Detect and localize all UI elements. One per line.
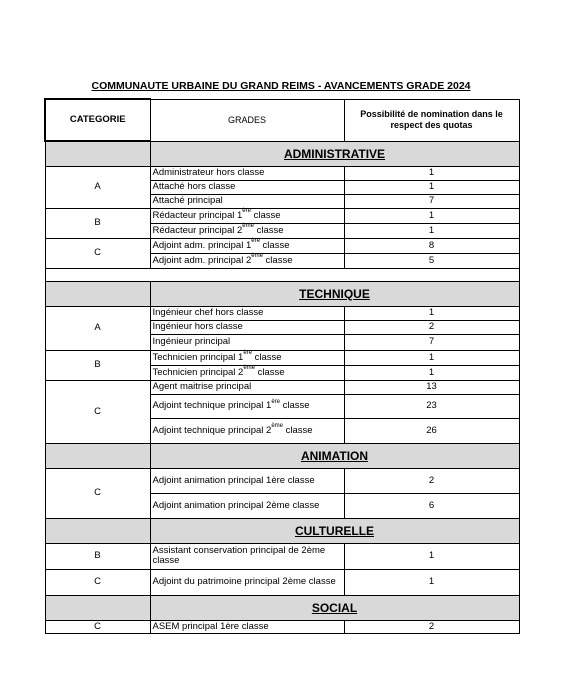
quota-cell: 2 [344, 320, 519, 334]
section-header-administrative [45, 141, 519, 166]
table-row [45, 620, 519, 633]
quota-cell: 7 [344, 334, 519, 350]
grade-cell: Adjoint adm. principal 2ème classe [150, 253, 344, 268]
quota-cell: 26 [344, 418, 519, 443]
quota-cell: 2 [344, 468, 519, 493]
grade-cell: Rédacteur principal 1ère classe [150, 208, 344, 223]
quota-cell: 1 [344, 365, 519, 380]
header-row [45, 99, 519, 141]
category-cell: A [45, 306, 150, 350]
category-cell: B [45, 208, 150, 238]
section-header-culturelle [45, 518, 519, 543]
quota-cell: 5 [344, 253, 519, 268]
grade-cell: Adjoint animation principal 1ère classe [150, 468, 344, 493]
grade-cell: Agent maitrise principal [150, 380, 344, 394]
category-cell: C [45, 380, 150, 443]
quota-cell: 7 [344, 194, 519, 208]
section-title: ANIMATION [150, 443, 519, 468]
document-title: COMMUNAUTE URBAINE DU GRAND REIMS - AVANCEMENTS GRADE 2024 [91, 80, 471, 92]
spacer-row [45, 268, 519, 281]
table-row [45, 208, 519, 223]
quota-cell: 1 [344, 208, 519, 223]
section-header-social [45, 595, 519, 620]
quota-cell: 1 [344, 180, 519, 194]
header-categorie: CATEGORIE [45, 99, 150, 141]
section-header-animation [45, 443, 519, 468]
quota-cell: 1 [344, 543, 519, 569]
grade-cell: ASEM principal 1ère classe [150, 620, 344, 633]
grade-cell: Adjoint adm. principal 1ère classe [150, 238, 344, 253]
section-title: ADMINISTRATIVE [150, 141, 519, 166]
quota-cell: 1 [344, 306, 519, 320]
grade-cell: Technicien principal 2ème classe [150, 365, 344, 380]
grade-cell: Attaché principal [150, 194, 344, 208]
quota-cell: 2 [344, 620, 519, 633]
section-title: TECHNIQUE [150, 281, 519, 306]
grade-cell: Administrateur hors classe [150, 166, 344, 180]
grade-cell: Adjoint technique principal 1ère classe [150, 394, 344, 418]
table-row [45, 238, 519, 253]
quota-cell: 8 [344, 238, 519, 253]
grade-cell: Adjoint animation principal 2ème classe [150, 493, 344, 518]
header-possibilite: Possibilité de nomination dans le respect des quotas [344, 99, 519, 141]
table-row [45, 468, 519, 493]
category-cell: C [45, 468, 150, 518]
quota-cell: 1 [344, 166, 519, 180]
category-cell: C [45, 238, 150, 268]
section-title: CULTURELLE [150, 518, 519, 543]
grade-cell: Rédacteur principal 2ème classe [150, 223, 344, 238]
category-cell: C [45, 569, 150, 595]
category-cell: C [45, 620, 150, 633]
grade-cell: Ingénieur principal [150, 334, 344, 350]
table-row [45, 306, 519, 320]
table-row [45, 166, 519, 180]
grade-cell: Adjoint technique principal 2ème classe [150, 418, 344, 443]
grade-cell: Attaché hors classe [150, 180, 344, 194]
grades-table [44, 98, 520, 634]
quota-cell: 1 [344, 350, 519, 365]
grade-cell: Ingénieur hors classe [150, 320, 344, 334]
quota-cell: 13 [344, 380, 519, 394]
category-cell: B [45, 350, 150, 380]
quota-cell: 1 [344, 223, 519, 238]
header-grades: GRADES [150, 99, 344, 141]
section-title: SOCIAL [150, 595, 519, 620]
grade-cell: Adjoint du patrimoine principal 2ème classe [150, 569, 344, 595]
quota-cell: 6 [344, 493, 519, 518]
grade-cell: Ingénieur chef hors classe [150, 306, 344, 320]
grade-cell: Technicien principal 1ère classe [150, 350, 344, 365]
table-row [45, 350, 519, 365]
section-header-technique [45, 281, 519, 306]
table-row [45, 569, 519, 595]
category-cell: B [45, 543, 150, 569]
quota-cell: 23 [344, 394, 519, 418]
table-row [45, 543, 519, 569]
grade-cell: Assistant conservation principal de 2ème classe [150, 543, 344, 569]
quota-cell: 1 [344, 569, 519, 595]
category-cell: A [45, 166, 150, 208]
table-row [45, 380, 519, 394]
